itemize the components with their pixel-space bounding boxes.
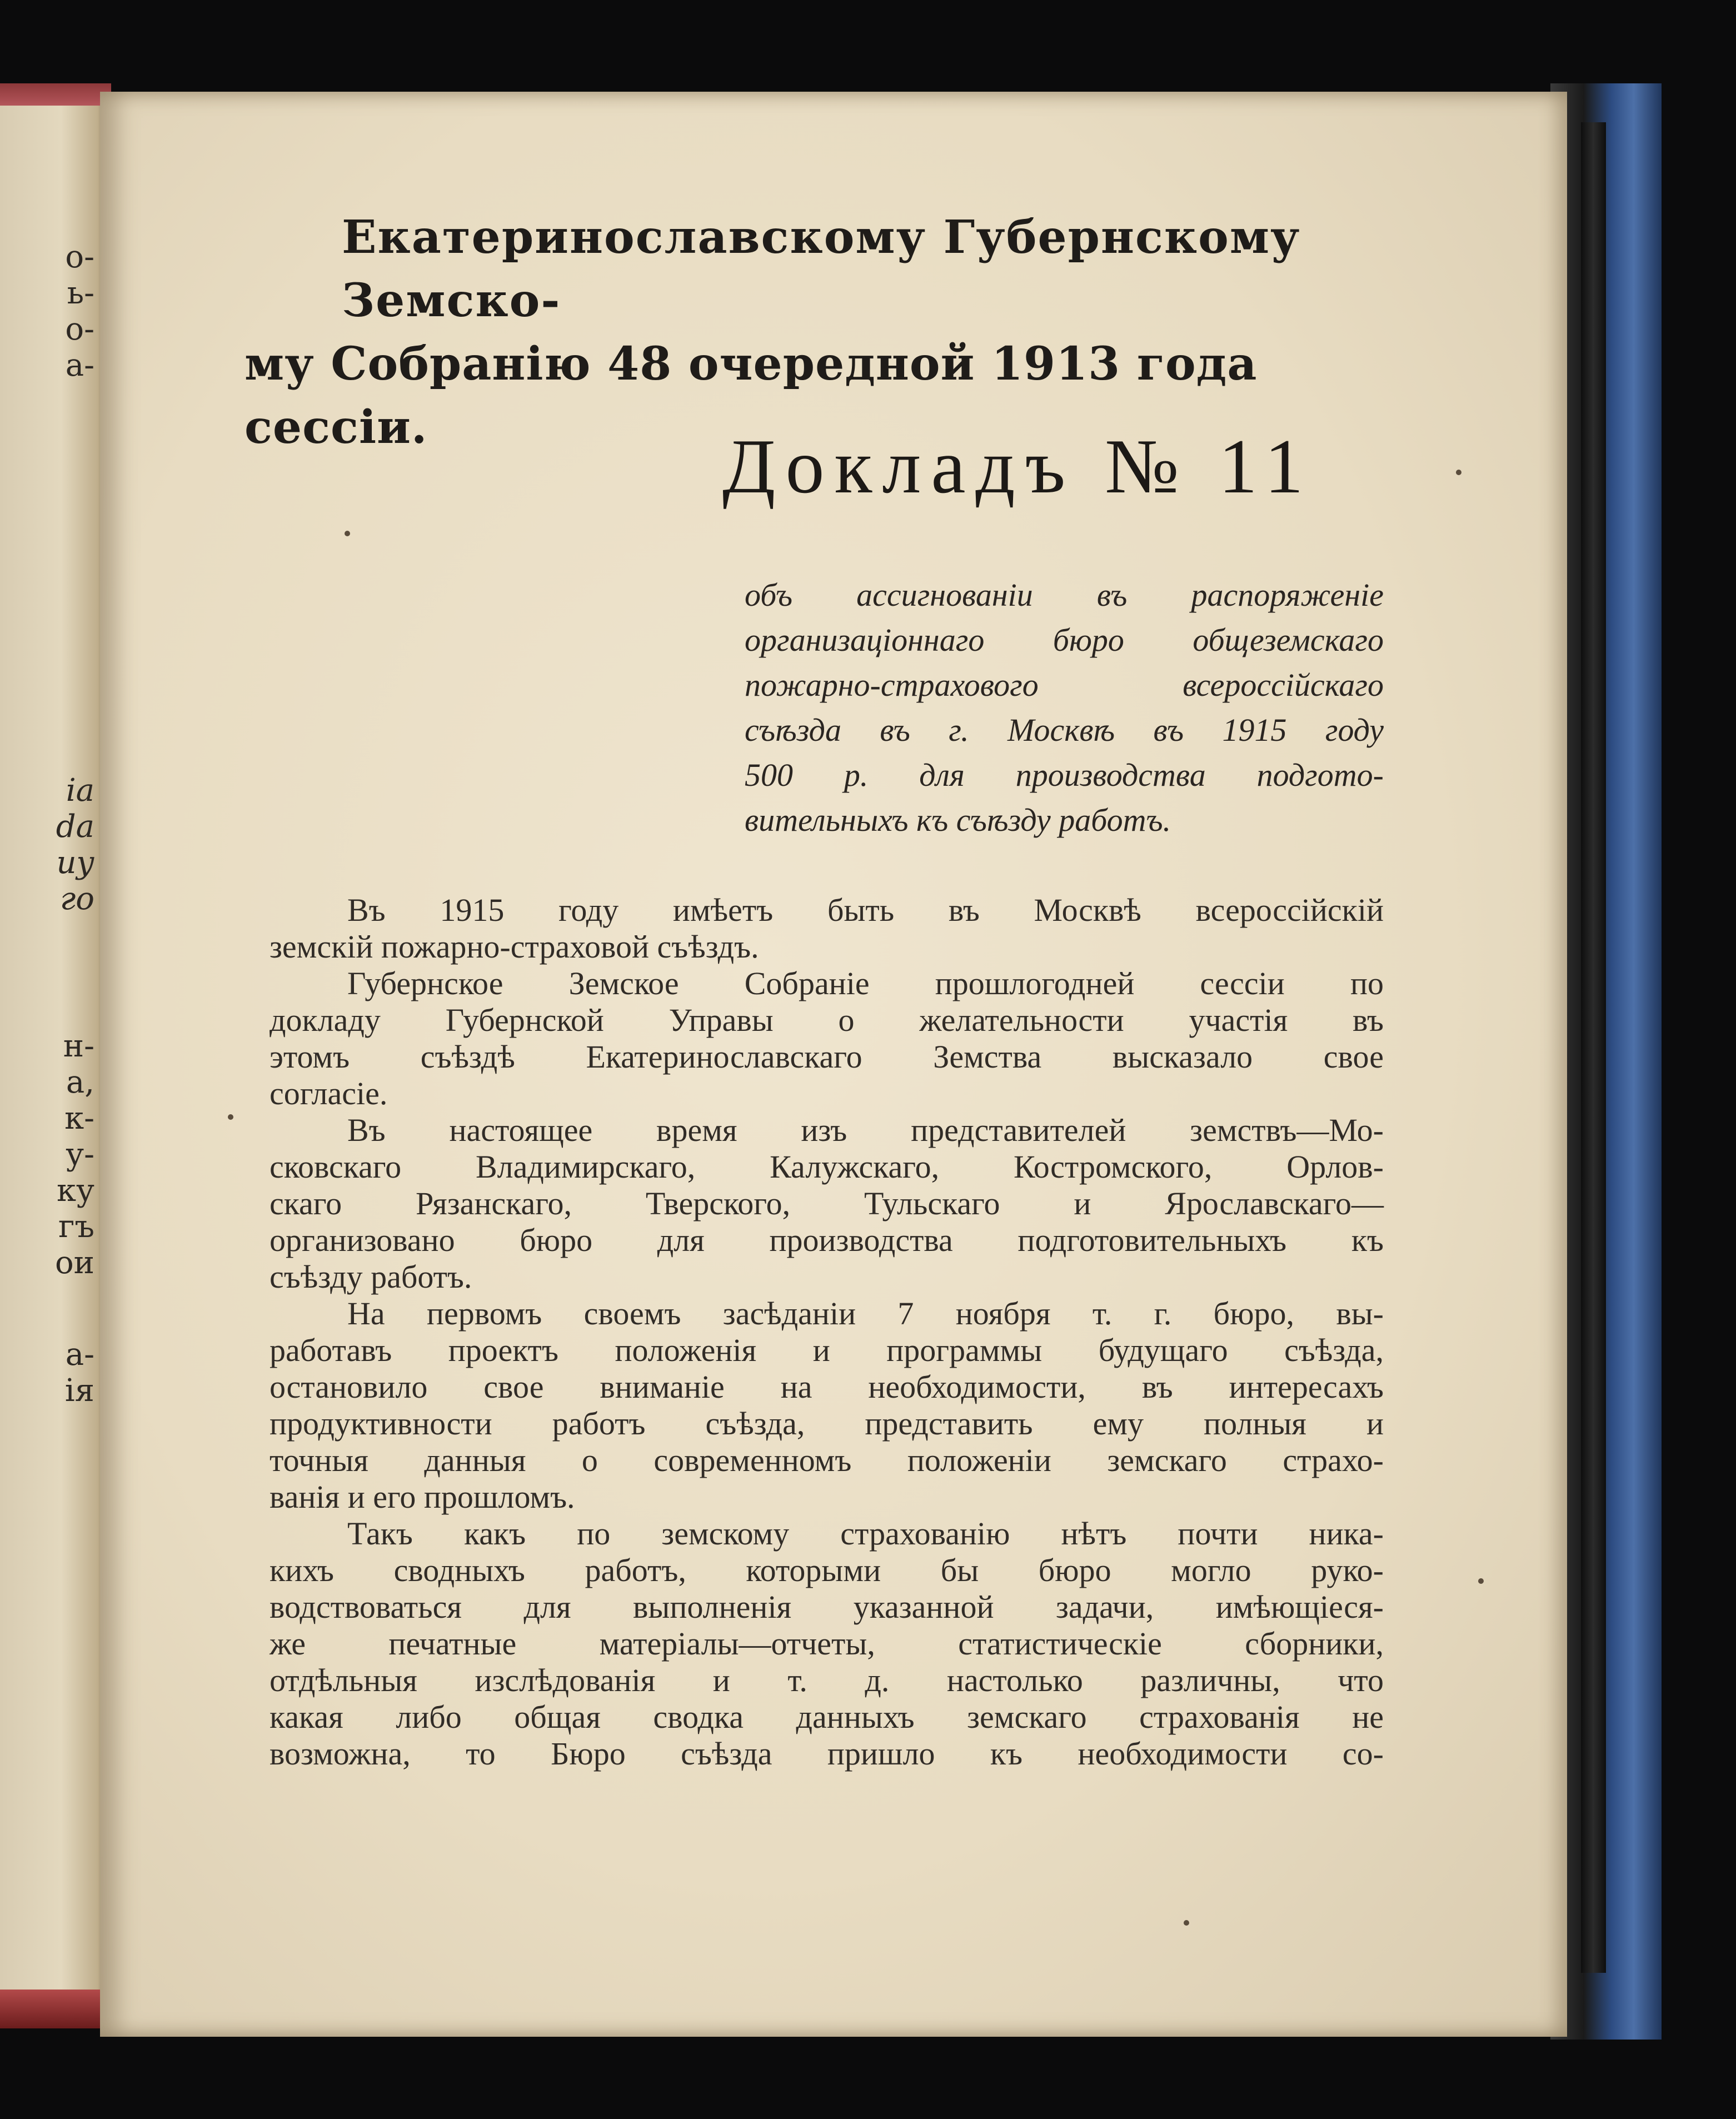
book-spine-strip xyxy=(1581,122,1606,1973)
body-line: же печатные матеріалы—отчеты, статистическіе сборники, xyxy=(270,1626,1384,1662)
subtitle-line: организаціоннаго бюро общеземскаго xyxy=(745,622,1384,658)
left-fragment: о- xyxy=(65,239,94,275)
body-line: земскій пожарно-страховой съѣздъ. xyxy=(270,929,759,965)
body-line: точныя данныя о современномъ положеніи земскаго страхо- xyxy=(270,1442,1384,1478)
left-fragment: гъ xyxy=(58,1209,94,1245)
report-title: Докладъ № 11 xyxy=(722,423,1314,510)
body-line: съѣзду работъ. xyxy=(270,1259,472,1295)
left-fragment: а, xyxy=(66,1064,94,1100)
page-edge-red-top xyxy=(0,83,111,106)
report-subtitle xyxy=(745,572,1384,842)
left-fragment: ку xyxy=(57,1173,94,1209)
page-edge-red-bottom xyxy=(0,1990,111,2028)
body-line: какая либо общая сводка данныхъ земскаго страхованія не xyxy=(270,1699,1384,1735)
left-fragment: da xyxy=(56,809,94,845)
heading-line: Екатеринославскому Губернскому Земско- xyxy=(342,211,1301,327)
left-fragment: ь- xyxy=(67,275,94,311)
body-line: водствоваться для выполненія указанной задачи, имѣющіеся- xyxy=(270,1589,1384,1625)
body-line: отдѣльныя изслѣдованія и т. д. настолько различны, что xyxy=(270,1662,1384,1698)
left-fragment: а- xyxy=(65,1337,94,1373)
left-fragment: иу xyxy=(56,845,94,881)
left-fragment: ои xyxy=(54,1245,94,1281)
left-fragment: о- xyxy=(65,311,94,347)
body-line: согласіе. xyxy=(270,1075,388,1111)
left-fragment: го xyxy=(59,881,94,917)
body-line: скаго Рязанскаго, Тверского, Тульскаго и Ярославскаго— xyxy=(270,1185,1384,1221)
body-line: докладу Губернской Управы о желательности участія въ xyxy=(270,1002,1384,1038)
body-line: работавъ проектъ положенія и программы будущаго съѣзда, xyxy=(270,1332,1384,1368)
paper-speck xyxy=(345,531,350,536)
paper-speck xyxy=(228,1114,233,1120)
left-fragment: н- xyxy=(63,1028,94,1064)
body-line: организовано бюро для производства подготовительныхъ къ xyxy=(270,1222,1384,1258)
subtitle-line: съѣзда въ г. Москвѣ въ 1915 году xyxy=(745,712,1384,748)
left-fragment: к- xyxy=(64,1100,94,1136)
paper-speck xyxy=(1184,1920,1189,1926)
body-line: кихъ сводныхъ работъ, которыми бы бюро могло руко- xyxy=(270,1552,1384,1588)
heading-line: му Собранію 48 очередной 1913 года сессіи. xyxy=(245,337,1258,454)
body-line: Въ 1915 году имѣетъ быть въ Москвѣ всероссійскій xyxy=(347,892,1384,928)
facing-page-edge xyxy=(0,83,111,2028)
body-line: Губернское Земское Собраніе прошлогодней сессіи по xyxy=(347,965,1384,1001)
body-line: Въ настоящее время изъ представителей земствъ—Мо- xyxy=(347,1112,1384,1148)
body-line: остановило свое вниманіе на необходимости, въ интересахъ xyxy=(270,1369,1384,1405)
body-line: ванія и его прошломъ. xyxy=(270,1479,575,1515)
body-line: возможна, то Бюро съѣзда пришло къ необходимости со- xyxy=(270,1736,1384,1772)
paper-speck xyxy=(1478,1578,1484,1584)
left-fragment: а- xyxy=(65,347,94,383)
subtitle-line: пожарно-страхового всероссійскаго xyxy=(745,667,1384,703)
subtitle-line: 500 р. для производства подгото- xyxy=(745,757,1384,793)
book-cover-edge xyxy=(1550,83,1662,2040)
left-fragment: iя xyxy=(64,1373,94,1409)
body-line: этомъ съѣздѣ Екатеринославскаго Земства высказало свое xyxy=(270,1039,1384,1075)
body-line: Такъ какъ по земскому страхованію нѣтъ почти ника- xyxy=(347,1515,1384,1552)
body-line: сковскаго Владимирскаго, Калужскаго, Костромского, Орлов- xyxy=(270,1149,1384,1185)
left-fragment: ia xyxy=(66,772,94,809)
subtitle-line: объ ассигнованіи въ распоряженіе xyxy=(745,577,1384,613)
left-fragment: у- xyxy=(66,1136,94,1173)
body-line: На первомъ своемъ засѣданіи 7 ноября т. г. бюро, вы- xyxy=(347,1295,1384,1332)
subtitle-line: вительныхъ къ съѣзду работъ. xyxy=(745,802,1171,838)
report-body xyxy=(270,892,1384,1772)
paper-speck xyxy=(1456,470,1461,475)
document-heading xyxy=(245,206,1400,459)
body-line: продуктивности работъ съѣзда, представить ему полныя и xyxy=(270,1405,1384,1442)
